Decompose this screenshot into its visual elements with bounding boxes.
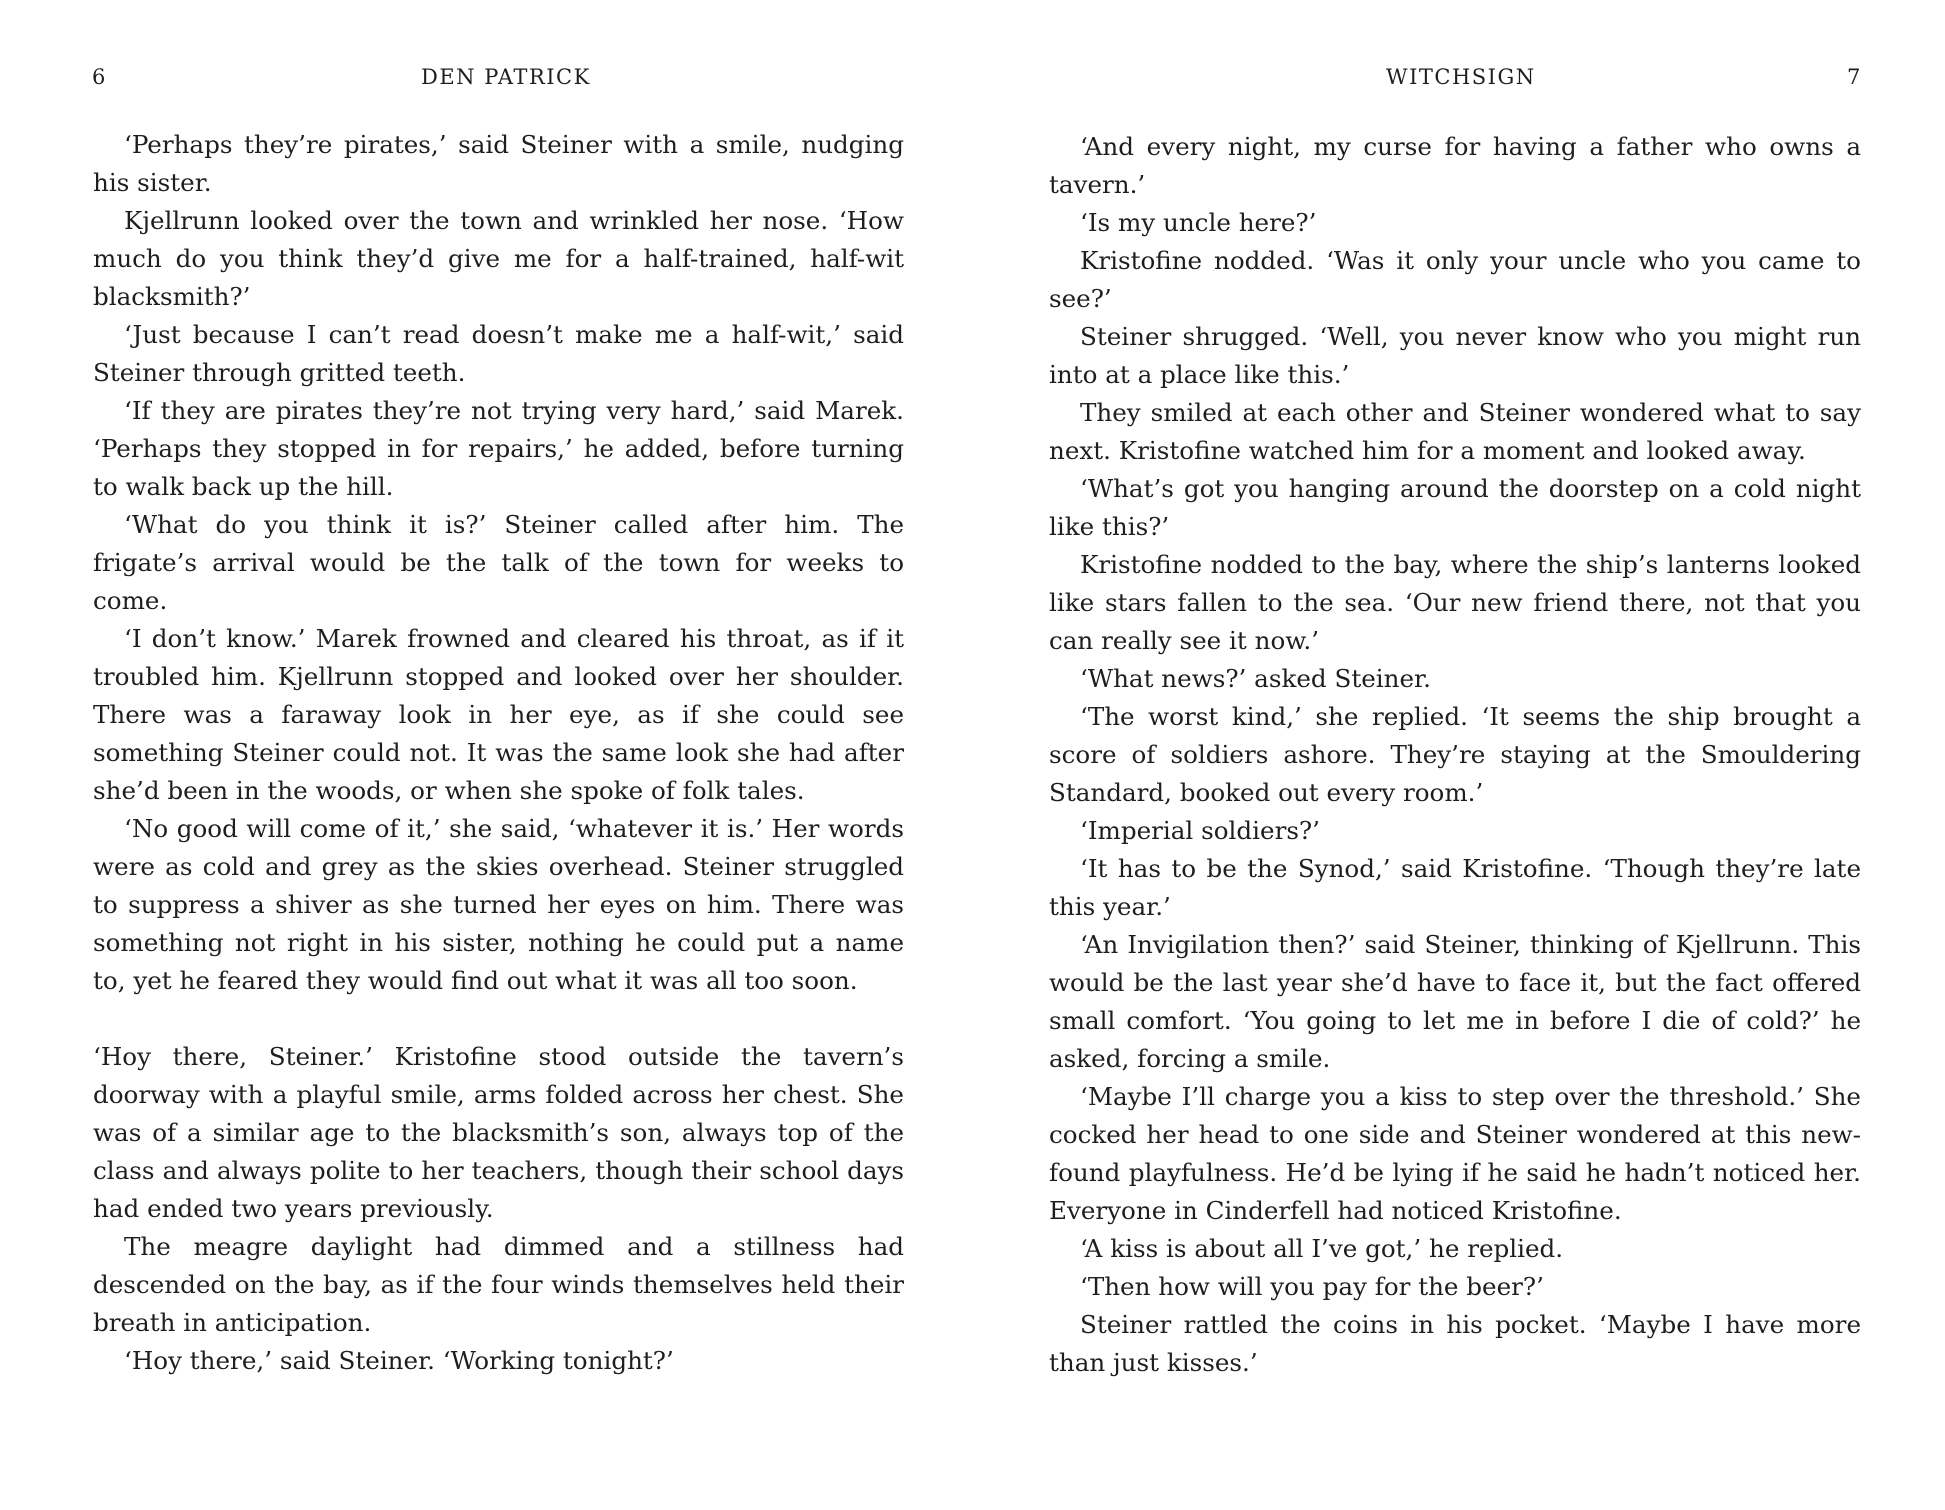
paragraph: Kristofine nodded to the bay, where the ship’s lanterns looked like stars fallen to the sea. ‘Our new friend there, not that you can really see it now.’ xyxy=(1049,550,1861,655)
left-page xyxy=(0,0,960,1510)
page-number: 7 xyxy=(1847,65,1861,89)
paragraph: They smiled at each other and Steiner wondered what to say next. Kristofine watched him for a moment and looked away. xyxy=(1049,398,1861,465)
paragraph: ‘What do you think it is?’ Steiner called after him. The frigate’s arrival would be the talk of the town for weeks to come. xyxy=(93,510,904,615)
paragraph: Steiner shrugged. ‘Well, you never know who you might run into at a place like this.’ xyxy=(1049,322,1861,389)
paragraph: ‘I don’t know.’ Marek frowned and cleared his throat, as if it troubled him. Kjellrunn stopped and looked over her shoulder. There was a faraway look in her eye, as if she could see something Steiner could not. It was the same look she had after she’d been in the woods, or when she spoke of folk tales. xyxy=(93,624,904,805)
page-number: 6 xyxy=(92,65,106,89)
paragraph: ‘A kiss is about all I’ve got,’ he replied. xyxy=(1080,1234,1564,1263)
paragraph: Kjellrunn looked over the town and wrinkled her nose. ‘How much do you think they’d give me for a half-trained, half-wit blacksmith?’ xyxy=(93,206,904,311)
paragraph: ‘Then how will you pay for the beer?’ xyxy=(1080,1272,1544,1301)
paragraph: ‘The worst kind,’ she replied. ‘It seems the ship brought a score of soldiers ashore. They’re staying at the Smouldering Standard, booked out every room.’ xyxy=(1049,702,1861,807)
paragraph: ‘No good will come of it,’ she said, ‘whatever it is.’ Her words were as cold and grey as the skies overhead. Steiner struggled to suppress a shiver as she turned her eyes on him. There was something not right in his sister, nothing he could put a name to, yet he feared they would find out what it was all too soon. xyxy=(93,814,904,995)
paragraph: ‘Perhaps they’re pirates,’ said Steiner with a smile, nudging his sister. xyxy=(93,130,904,197)
paragraph: ‘It has to be the Synod,’ said Kristofine. ‘Though they’re late this year.’ xyxy=(1049,854,1861,921)
body-text xyxy=(93,126,904,1380)
paragraph: ‘Is my uncle here?’ xyxy=(1080,208,1317,237)
paragraph: ‘If they are pirates they’re not trying very hard,’ said Marek. ‘Perhaps they stopped in for repairs,’ he added, before turning to walk back up the hill. xyxy=(93,396,904,501)
paragraph: ‘An Invigilation then?’ said Steiner, thinking of Kjellrunn. This would be the last year she’d have to face it, but the fact offered small comfort. ‘You going to let me in before I die of cold?’ he asked, forcing a smile. xyxy=(1049,930,1861,1073)
paragraph: ‘Maybe I’ll charge you a kiss to step over the threshold.’ She cocked her head to one side and Steiner wondered at this new-found playfulness. He’d be lying if he said he hadn’t noticed her. Everyone in Cinderfell had noticed Kristofine. xyxy=(1049,1082,1861,1225)
paragraph: ‘What news?’ asked Steiner. xyxy=(1080,664,1431,693)
paragraph: The meagre daylight had dimmed and a stillness had descended on the bay, as if the four winds themselves held their breath in anticipation. xyxy=(93,1232,904,1337)
paragraph: ‘What’s got you hanging around the doorstep on a cold night like this?’ xyxy=(1049,474,1861,541)
paragraph: Kristofine nodded. ‘Was it only your uncle who you came to see?’ xyxy=(1049,246,1861,313)
running-head-title: WITCHSIGN xyxy=(1386,65,1536,89)
paragraph: ‘Hoy there,’ said Steiner. ‘Working tonight?’ xyxy=(124,1346,674,1375)
paragraph: ‘Imperial soldiers?’ xyxy=(1080,816,1320,845)
right-page xyxy=(960,0,1945,1510)
paragraph: Steiner rattled the coins in his pocket. ‘Maybe I have more than just kisses.’ xyxy=(1049,1310,1861,1377)
paragraph: ‘Just because I can’t read doesn’t make me a half-wit,’ said Steiner through gritted teeth. xyxy=(93,320,904,387)
paragraph: ‘And every night, my curse for having a father who owns a tavern.’ xyxy=(1049,132,1861,199)
body-text xyxy=(1049,128,1861,1382)
running-head-author: DEN PATRICK xyxy=(421,65,591,89)
section-start-paragraph: ‘Hoy there, Steiner.’ Kristofine stood outside the tavern’s doorway with a playful smile, arms folded across her chest. She was of a similar age to the blacksmith’s son, always top of the class and always polite to her teachers, though their school days had ended two years previously. xyxy=(93,1042,904,1223)
